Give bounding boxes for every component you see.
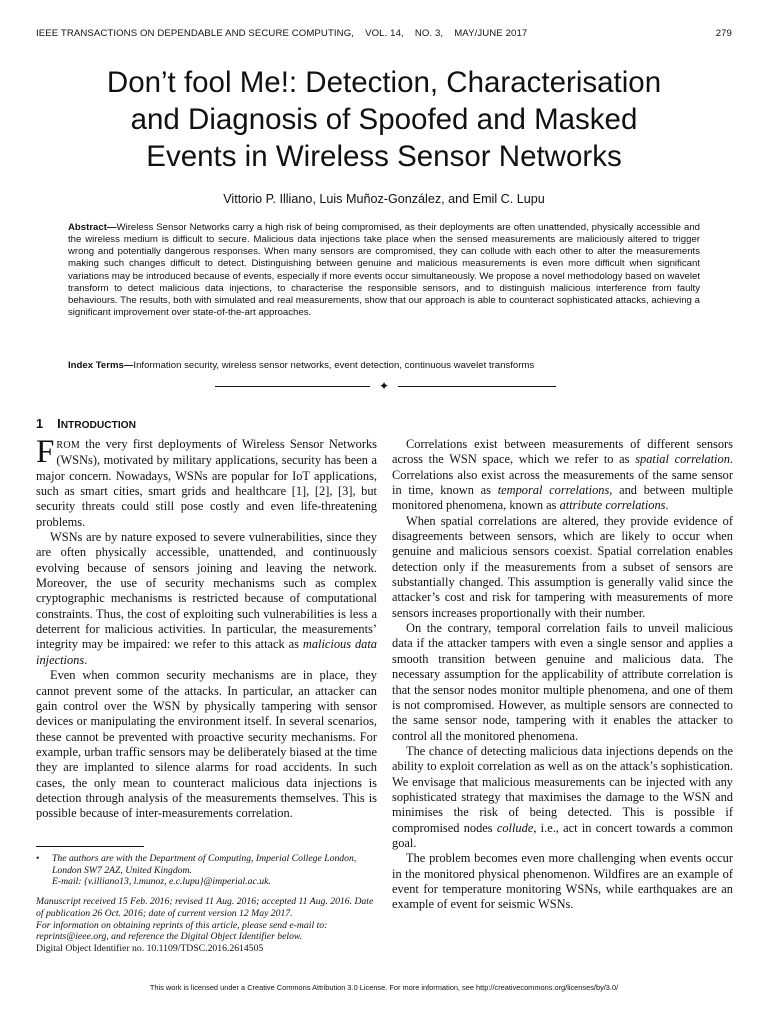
section-title-initial: I bbox=[57, 416, 61, 431]
running-header bbox=[36, 28, 732, 39]
author-list: Vittorio P. Illiano, Luis Muñoz-González, and Emil C. Lupu bbox=[223, 192, 545, 206]
right-column bbox=[392, 437, 733, 913]
emphasis-text: malicious data injections bbox=[36, 637, 377, 667]
doi-text: Digital Object Identifier no. 10.1109/TDSC.2016.2614505 bbox=[36, 942, 264, 954]
paragraph-text: , and between multiple monitored phenomena, known as bbox=[392, 483, 734, 513]
paragraph-text: . bbox=[84, 652, 88, 667]
divider-diamond-icon: ✦ bbox=[378, 379, 390, 393]
title-line-2: and Diagnosis of Spoofed and Masked bbox=[130, 103, 638, 136]
paragraph-text: . Correlations also exist across the measurements of the same sensor in time, known as bbox=[392, 452, 733, 498]
paragraph-text: Correlations exist between measurements of different sensors across the WSN space, which we refer to as bbox=[392, 437, 733, 467]
emphasis-text: collude bbox=[496, 820, 534, 835]
paragraph-text: WSNs are by nature exposed to severe vulnerabilities, since they are often physically accessible, unattended, and continuously evolving because of sensors joining and leaving the network. Moreover, the use of security mechanisms such as complex cryptographic mechanisms is restricted because of computational constraints. Thus, the cost of exploiting such vulnerabilities is less a deterrent for malicious activities. In particular, the measurements’ integrity may be impaired: we refer to this attack as bbox=[36, 530, 377, 652]
paragraph-text: The chance of detecting malicious data injections depends on the ability to exploit correlation as well as on the attack’s sophistication. We envisage that malicious measurements can be injected with any sophisticated strategy that maximises the damage to the WSN and minimises the risk of being detected. This is possible if compromised nodes bbox=[392, 743, 733, 835]
license-notice: This work is licensed under a Creative Commons Attribution 3.0 License. For more information, see http://creativecommons.org/licenses/by/3.0/ bbox=[149, 983, 619, 992]
index-terms bbox=[68, 360, 700, 371]
index-terms-label: Index Terms— bbox=[68, 360, 134, 371]
bullet-icon: • bbox=[36, 853, 40, 864]
page-number: 279 bbox=[715, 28, 732, 39]
divider-line-left bbox=[215, 386, 370, 387]
paragraph: On the contrary, temporal correlation fails to unveil malicious data if the attacker tampers with even a single sensor and applies a smooth transition between genuine and malicious data. The necessary assumption for the applicability of attribute correlation is that the sensor nodes monitor multiple phenomena, and one of them is not compromised. However, as multiple sensors are connected to the same sensor node, tampering with it enables the attacker to control all the monitored phenomena. bbox=[392, 621, 733, 743]
paragraph-text: Even when common security mechanisms are in place, they cannot prevent some of the attacks. In particular, an attacker can gain control over the WSN by physically tampering with sensor devices or manipulating the environment itself. In several scenarios, these cannot be prevented with proactive security mechanisms. For example, urban traffic sensors may be deliberately biased at the time they are implanted to silence alarms for road accidents. In such cases, the only mean to counteract malicious data injections is detection through analysis of the measurements themselves. This is possible because of inter-measurements correlation. bbox=[36, 668, 377, 821]
section-heading bbox=[36, 416, 136, 431]
divider-line-right bbox=[398, 386, 556, 387]
emphasis-text: attribute correlations bbox=[559, 498, 666, 513]
title-line-3: Events in Wireless Sensor Networks bbox=[146, 140, 622, 173]
email-text: E-mail: {v.illiano13, l.munoz, e.c.lupu}@imperial.ac.uk. bbox=[52, 876, 271, 888]
paragraph bbox=[36, 530, 377, 668]
paragraph-text: , i.e., act in concert towards a common goal. bbox=[392, 820, 733, 850]
small-caps-text: ROM bbox=[56, 440, 81, 451]
paragraph-text: . bbox=[665, 498, 669, 513]
reprints-note: For information on obtaining reprints of this article, please send e-mail to: reprints@ieee.org, and reference the Digital Object Identifier below. bbox=[36, 919, 328, 943]
abstract bbox=[68, 222, 700, 319]
emphasis-text: temporal correlations bbox=[497, 483, 610, 498]
manuscript-history: Manuscript received 15 Feb. 2016; revised 11 Aug. 2016; accepted 11 Aug. 2016. Date of publication 26 Oct. 2016; date of current version 12 May 2017. bbox=[36, 896, 374, 919]
author-footnote bbox=[36, 853, 377, 888]
footnote-rule bbox=[36, 846, 144, 847]
abstract-label: Abstract— bbox=[68, 222, 117, 233]
abstract-text: Wireless Sensor Networks carry a high risk of being compromised, as their deployments are often unattended, physically accessible and the wireless medium is difficult to secure. Malicious data injections take place when the sensed measurements are maliciously altered to trigger wrong and potentially dangerous responses. When many sensors are compromised, they can collude with each other to alter the measurements making such changes difficult to detect. Distinguishing between genuine and malicious measurements is even more difficult when significant variations may be introduced because of events, especially if more events occur simultaneously. We propose a novel methodology based on wavelet transform to detect malicious data injections, to characterise the responsible sensors, and to distinguish malicious interference from faulty behaviours. The results, both with simulated and real measurements, show that our approach is able to counteract sophisticated attacks, achieving a significant improvement over state-of-the-art approaches. bbox=[68, 222, 700, 319]
paragraph: The problem becomes even more challenging when events occur in the monitored physical phenomenon. Wildfires are an example of event for temperature monitoring WSNs, while earthquakes are an example of event for seismic WSNs. bbox=[392, 851, 733, 912]
paragraph bbox=[36, 668, 377, 821]
left-column bbox=[36, 434, 377, 822]
paper-title bbox=[40, 64, 728, 175]
paragraph bbox=[392, 437, 733, 514]
affiliation-text: The authors are with the Department of Computing, Imperial College London, London SW7 2AZ, United Kingdom. bbox=[52, 853, 357, 876]
paragraph bbox=[392, 744, 733, 851]
paragraph bbox=[36, 434, 377, 530]
section-title-rest: NTRODUCTION bbox=[60, 420, 136, 431]
section-number: 1 bbox=[36, 416, 44, 431]
footnotes bbox=[36, 853, 377, 955]
title-line-1: Don’t fool Me!: Detection, Characterisation bbox=[106, 66, 662, 99]
paragraph-text: the very first deployments of Wireless Sensor Networks (WSNs), motivated by military applications, security has been a major concern. Nowadays, WSNs are popular for IoT applications, such as smart cities, smart grids and healthcare [1], [2], [3], but security threats could still pose costly and even life-threatening problems. bbox=[36, 437, 377, 529]
emphasis-text: spatial correlation bbox=[635, 452, 730, 467]
paragraph: When spatial correlations are altered, they provide evidence of disagreements between sensors, which are likely to occur when genuine and malicious sensors coexist. Spatial correlation enables detection only if the measurements from a subset of sensors are substantially changed. This assumption is generally valid since the attacker’s cost and risk for tampering with measurements of more sensors increases proportionally with their number. bbox=[392, 513, 733, 620]
index-terms-text: Information security, wireless sensor networks, event detection, continuous wavelet transforms bbox=[133, 360, 535, 371]
journal-header: IEEE TRANSACTIONS ON DEPENDABLE AND SECURE COMPUTING, VOL. 14, NO. 3, MAY/JUNE 2017 bbox=[36, 28, 528, 39]
drop-cap: F bbox=[36, 434, 55, 470]
